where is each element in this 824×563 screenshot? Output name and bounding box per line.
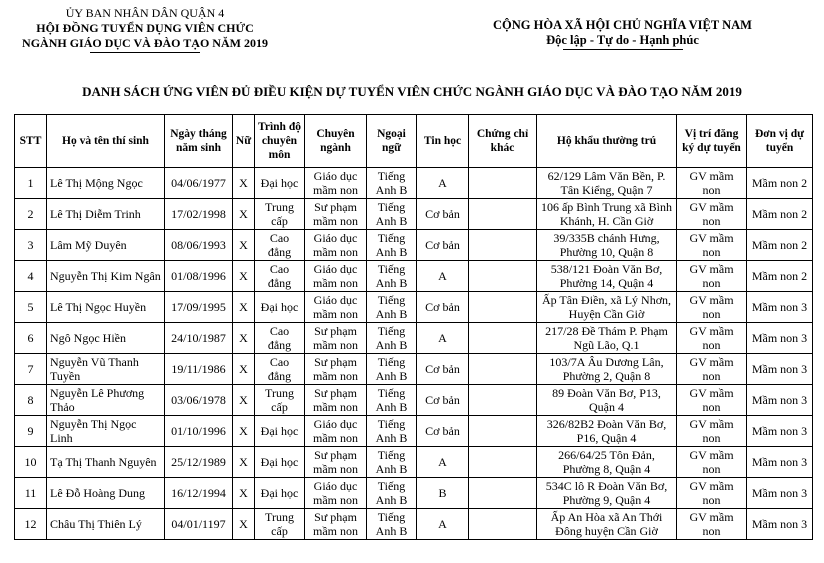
cell-major: Sư phạm mầm non — [305, 509, 367, 540]
cell-name: Nguyễn Thị Ngọc Linh — [47, 416, 165, 447]
issuer-sector: NGÀNH GIÁO DỤC VÀ ĐÀO TẠO NĂM 2019 — [22, 36, 268, 50]
issuer-underline — [90, 52, 200, 53]
table-row — [15, 416, 813, 447]
cell-stt: 5 — [15, 292, 47, 323]
table-row — [15, 447, 813, 478]
cell-it: Cơ bản — [417, 292, 469, 323]
table-row — [15, 261, 813, 292]
cell-dob: 16/12/1994 — [165, 478, 233, 509]
cell-female: X — [233, 323, 255, 354]
cell-stt: 8 — [15, 385, 47, 416]
cell-qualification: Đại học — [255, 168, 305, 199]
cell-stt: 11 — [15, 478, 47, 509]
header-col-dob: Ngày tháng năm sinh — [165, 115, 233, 168]
cell-name: Ngô Ngọc Hiền — [47, 323, 165, 354]
cell-qualification: Đại học — [255, 416, 305, 447]
cell-other-cert — [469, 354, 537, 385]
header-col-language: Ngoại ngữ — [367, 115, 417, 168]
cell-dob: 25/12/1989 — [165, 447, 233, 478]
cell-language: Tiếng Anh B — [367, 416, 417, 447]
issuer-council: HỘI ĐỒNG TUYỂN DỤNG VIÊN CHỨC — [36, 21, 254, 35]
cell-it: Cơ bản — [417, 199, 469, 230]
cell-position: GV mầm non — [677, 509, 747, 540]
cell-dob: 01/08/1996 — [165, 261, 233, 292]
cell-major: Giáo dục mầm non — [305, 292, 367, 323]
table-row — [15, 230, 813, 261]
cell-other-cert — [469, 416, 537, 447]
cell-major: Giáo dục mầm non — [305, 478, 367, 509]
motto-underline — [563, 49, 683, 50]
cell-language: Tiếng Anh B — [367, 447, 417, 478]
cell-qualification: Trung cấp — [255, 385, 305, 416]
cell-position: GV mầm non — [677, 323, 747, 354]
cell-qualification: Cao đẳng — [255, 261, 305, 292]
table-row — [15, 478, 813, 509]
cell-other-cert — [469, 230, 537, 261]
cell-female: X — [233, 447, 255, 478]
header-col-stt: STT — [15, 115, 47, 168]
national-name: CỘNG HÒA XÃ HỘI CHỦ NGHĨA VIỆT NAM — [493, 18, 752, 32]
header-col-name: Họ và tên thí sinh — [47, 115, 165, 168]
cell-major: Giáo dục mầm non — [305, 416, 367, 447]
cell-position: GV mầm non — [677, 168, 747, 199]
cell-female: X — [233, 478, 255, 509]
cell-qualification: Cao đẳng — [255, 354, 305, 385]
cell-address: 106 ấp Bình Trung xã Bình Khánh, H. Cần Giờ — [537, 199, 677, 230]
cell-major: Sư phạm mầm non — [305, 354, 367, 385]
cell-qualification: Trung cấp — [255, 509, 305, 540]
cell-unit: Mầm non 3 — [747, 509, 813, 540]
cell-it: Cơ bản — [417, 354, 469, 385]
cell-language: Tiếng Anh B — [367, 385, 417, 416]
cell-it: Cơ bản — [417, 230, 469, 261]
cell-major: Sư phạm mầm non — [305, 323, 367, 354]
cell-language: Tiếng Anh B — [367, 292, 417, 323]
cell-other-cert — [469, 478, 537, 509]
cell-female: X — [233, 385, 255, 416]
cell-other-cert — [469, 509, 537, 540]
cell-position: GV mầm non — [677, 199, 747, 230]
cell-address: 62/129 Lâm Văn Bền, P. Tân Kiểng, Quận 7 — [537, 168, 677, 199]
cell-major: Giáo dục mầm non — [305, 168, 367, 199]
cell-unit: Mầm non 2 — [747, 168, 813, 199]
header-col-it: Tin học — [417, 115, 469, 168]
cell-female: X — [233, 416, 255, 447]
cell-unit: Mầm non 2 — [747, 199, 813, 230]
table-row — [15, 354, 813, 385]
cell-it: Cơ bản — [417, 385, 469, 416]
table-row — [15, 199, 813, 230]
cell-unit: Mầm non 3 — [747, 447, 813, 478]
cell-it: A — [417, 168, 469, 199]
cell-stt: 3 — [15, 230, 47, 261]
cell-stt: 10 — [15, 447, 47, 478]
cell-unit: Mầm non 3 — [747, 416, 813, 447]
national-header — [470, 18, 775, 50]
header-col-other-cert: Chứng chỉ khác — [469, 115, 537, 168]
cell-it: A — [417, 261, 469, 292]
cell-major: Sư phạm mầm non — [305, 447, 367, 478]
cell-address: 89 Đoàn Văn Bơ, P13, Quận 4 — [537, 385, 677, 416]
cell-dob: 03/06/1978 — [165, 385, 233, 416]
cell-language: Tiếng Anh B — [367, 230, 417, 261]
cell-address: 326/82B2 Đoàn Văn Bơ, P16, Quận 4 — [537, 416, 677, 447]
cell-qualification: Cao đẳng — [255, 230, 305, 261]
cell-address: 534C lô R Đoàn Văn Bơ, Phường 9, Quận 4 — [537, 478, 677, 509]
issuer-header — [0, 6, 290, 53]
cell-name: Lê Thị Ngọc Huyền — [47, 292, 165, 323]
cell-stt: 9 — [15, 416, 47, 447]
national-motto: Độc lập - Tự do - Hạnh phúc — [546, 33, 699, 47]
cell-it: A — [417, 447, 469, 478]
cell-stt: 4 — [15, 261, 47, 292]
table-header-row — [15, 115, 813, 168]
document-title: DANH SÁCH ỨNG VIÊN ĐỦ ĐIỀU KIỆN DỰ TUYỂN VIÊN CHỨC NGÀNH GIÁO DỤC VÀ ĐÀO TẠO NĂM 2019 — [82, 84, 742, 99]
cell-address: 103/7A Âu Dương Lân, Phường 2, Quận 8 — [537, 354, 677, 385]
cell-language: Tiếng Anh B — [367, 199, 417, 230]
cell-other-cert — [469, 168, 537, 199]
cell-other-cert — [469, 323, 537, 354]
cell-name: Nguyễn Vũ Thanh Tuyền — [47, 354, 165, 385]
cell-name: Lê Thị Diễm Trinh — [47, 199, 165, 230]
cell-dob: 08/06/1993 — [165, 230, 233, 261]
cell-stt: 2 — [15, 199, 47, 230]
cell-major: Giáo dục mầm non — [305, 230, 367, 261]
cell-stt: 1 — [15, 168, 47, 199]
cell-name: Lâm Mỹ Duyên — [47, 230, 165, 261]
cell-position: GV mầm non — [677, 261, 747, 292]
cell-language: Tiếng Anh B — [367, 323, 417, 354]
cell-address: 266/64/25 Tôn Đản, Phường 8, Quận 4 — [537, 447, 677, 478]
cell-language: Tiếng Anh B — [367, 168, 417, 199]
cell-dob: 04/01/1197 — [165, 509, 233, 540]
cell-qualification: Trung cấp — [255, 199, 305, 230]
header-col-unit: Đơn vị dự tuyển — [747, 115, 813, 168]
table-row — [15, 292, 813, 323]
cell-qualification: Cao đẳng — [255, 323, 305, 354]
cell-it: B — [417, 478, 469, 509]
cell-position: GV mầm non — [677, 385, 747, 416]
table-body — [15, 168, 813, 540]
issuer-district: ỦY BAN NHÂN DÂN QUẬN 4 — [65, 6, 225, 20]
cell-language: Tiếng Anh B — [367, 509, 417, 540]
table-row — [15, 385, 813, 416]
cell-dob: 17/09/1995 — [165, 292, 233, 323]
cell-language: Tiếng Anh B — [367, 354, 417, 385]
cell-female: X — [233, 168, 255, 199]
header-col-position: Vị trí đăng ký dự tuyển — [677, 115, 747, 168]
cell-name: Lê Đỗ Hoàng Dung — [47, 478, 165, 509]
cell-female: X — [233, 261, 255, 292]
cell-female: X — [233, 354, 255, 385]
candidate-table — [14, 114, 813, 540]
cell-qualification: Đại học — [255, 478, 305, 509]
header-col-major: Chuyên ngành — [305, 115, 367, 168]
cell-dob: 04/06/1977 — [165, 168, 233, 199]
cell-address: 217/28 Đề Thám P. Phạm Ngũ Lão, Q.1 — [537, 323, 677, 354]
cell-stt: 7 — [15, 354, 47, 385]
cell-stt: 12 — [15, 509, 47, 540]
header-col-address: Hộ khẩu thường trú — [537, 115, 677, 168]
cell-name: Lê Thị Mộng Ngọc — [47, 168, 165, 199]
cell-name: Tạ Thị Thanh Nguyên — [47, 447, 165, 478]
cell-female: X — [233, 199, 255, 230]
cell-female: X — [233, 230, 255, 261]
cell-name: Nguyễn Thị Kim Ngân — [47, 261, 165, 292]
cell-name: Nguyễn Lê Phương Thảo — [47, 385, 165, 416]
cell-unit: Mầm non 3 — [747, 292, 813, 323]
cell-other-cert — [469, 385, 537, 416]
cell-position: GV mầm non — [677, 416, 747, 447]
cell-qualification: Đại học — [255, 447, 305, 478]
cell-name: Châu Thị Thiên Lý — [47, 509, 165, 540]
cell-stt: 6 — [15, 323, 47, 354]
cell-unit: Mầm non 3 — [747, 323, 813, 354]
cell-it: A — [417, 323, 469, 354]
cell-qualification: Đại học — [255, 292, 305, 323]
cell-position: GV mầm non — [677, 478, 747, 509]
cell-dob: 19/11/1986 — [165, 354, 233, 385]
cell-major: Sư phạm mầm non — [305, 199, 367, 230]
table-row — [15, 509, 813, 540]
cell-unit: Mầm non 3 — [747, 385, 813, 416]
cell-other-cert — [469, 261, 537, 292]
cell-address: Ấp Tân Điền, xã Lý Nhơn, Huyện Cần Giờ — [537, 292, 677, 323]
cell-address: 538/121 Đoàn Văn Bơ, Phường 14, Quận 4 — [537, 261, 677, 292]
cell-unit: Mầm non 3 — [747, 354, 813, 385]
cell-major: Giáo dục mầm non — [305, 261, 367, 292]
cell-position: GV mầm non — [677, 292, 747, 323]
cell-address: 39/335B chánh Hưng, Phường 10, Quận 8 — [537, 230, 677, 261]
cell-address: Ấp An Hòa xã An Thới Đông huyện Cần Giờ — [537, 509, 677, 540]
cell-position: GV mầm non — [677, 447, 747, 478]
table-row — [15, 168, 813, 199]
cell-other-cert — [469, 292, 537, 323]
cell-female: X — [233, 509, 255, 540]
cell-unit: Mầm non 2 — [747, 261, 813, 292]
cell-position: GV mầm non — [677, 354, 747, 385]
cell-dob: 24/10/1987 — [165, 323, 233, 354]
cell-major: Sư phạm mầm non — [305, 385, 367, 416]
header-col-qualification: Trình độ chuyên môn — [255, 115, 305, 168]
header-col-female: Nữ — [233, 115, 255, 168]
cell-it: Cơ bản — [417, 416, 469, 447]
cell-dob: 01/10/1996 — [165, 416, 233, 447]
cell-dob: 17/02/1998 — [165, 199, 233, 230]
cell-unit: Mầm non 3 — [747, 478, 813, 509]
table-row — [15, 323, 813, 354]
cell-position: GV mầm non — [677, 230, 747, 261]
cell-language: Tiếng Anh B — [367, 261, 417, 292]
cell-female: X — [233, 292, 255, 323]
cell-language: Tiếng Anh B — [367, 478, 417, 509]
cell-other-cert — [469, 199, 537, 230]
cell-other-cert — [469, 447, 537, 478]
cell-unit: Mầm non 2 — [747, 230, 813, 261]
cell-it: A — [417, 509, 469, 540]
